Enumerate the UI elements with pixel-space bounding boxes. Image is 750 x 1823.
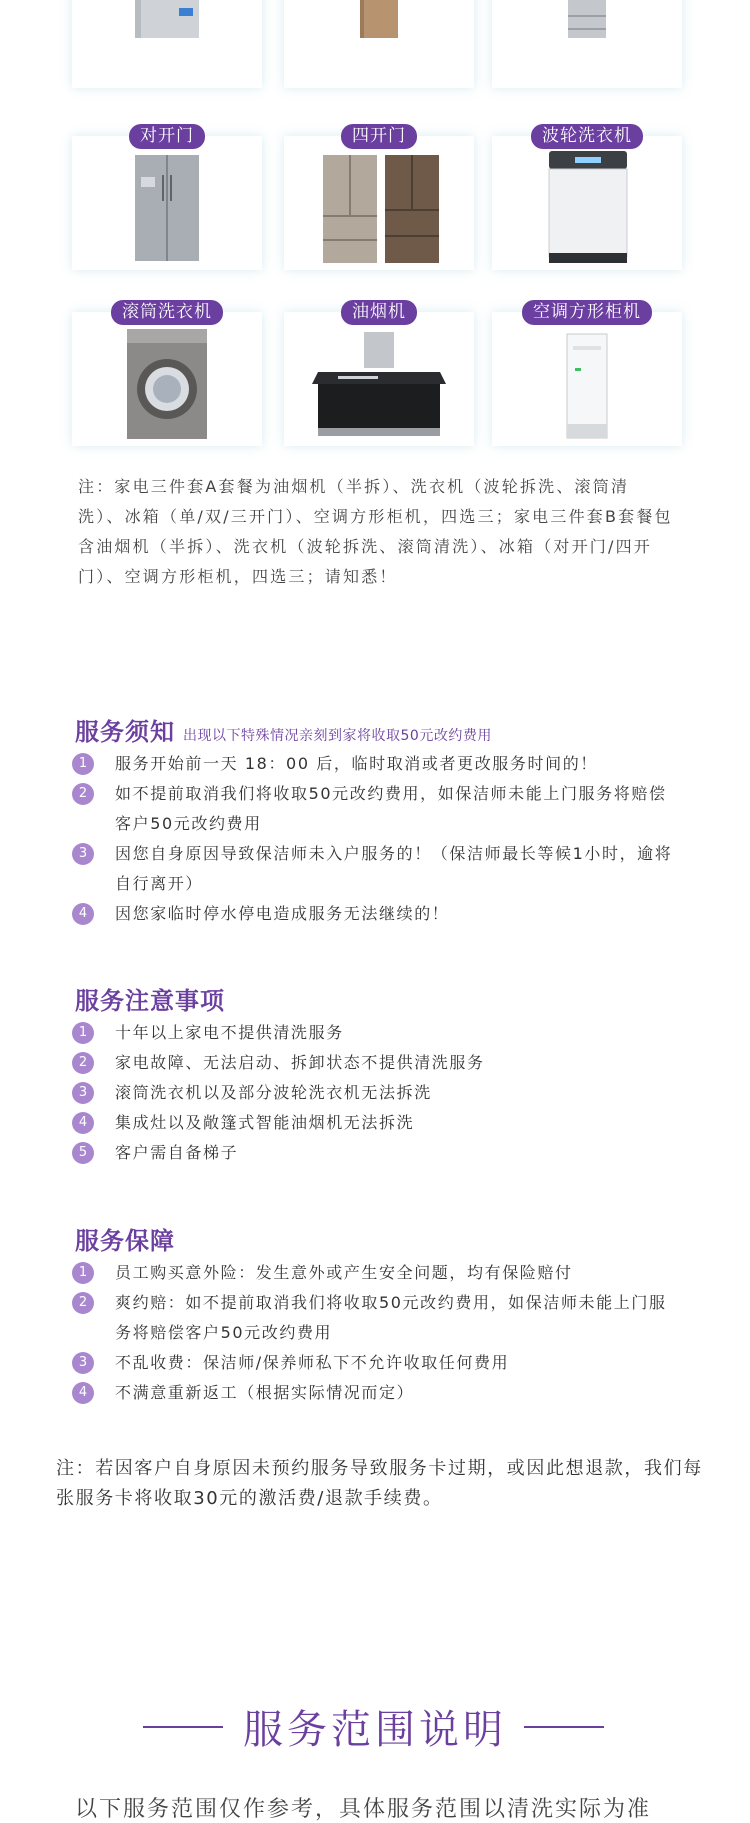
list-item-text: 滚筒洗衣机以及部分波轮洗衣机无法拆洗: [115, 1083, 432, 1102]
four-door-fridge-image: [321, 153, 441, 265]
three-door-fridge-image: [562, 0, 612, 40]
appliance-card-range-hood[interactable]: [284, 302, 474, 446]
cabinet-ac-badge: 空调方形柜机: [522, 300, 652, 325]
number-badge: 1: [72, 1022, 94, 1044]
range-hood-badge: 油烟机: [341, 300, 417, 325]
number-badge: 1: [72, 1262, 94, 1284]
drum-washer-image: [125, 327, 209, 442]
precautions-list: [72, 1018, 680, 1168]
list-item: [72, 899, 680, 929]
notice-subtitle: 出现以下特殊情况亲刻到家将收取50元改约费用: [183, 728, 492, 744]
list-item: [72, 1378, 680, 1408]
list-item: [72, 1018, 680, 1048]
list-item-text: 员工购买意外险：发生意外或产生安全问题，均有保险赔付: [115, 1263, 573, 1282]
list-item: [72, 1288, 680, 1348]
list-item-text: 如不提前取消我们将收取50元改约费用，如保洁师未能上门服务将赔偿客户50元改约费用: [115, 784, 667, 833]
list-item-text: 十年以上家电不提供清洗服务: [115, 1023, 344, 1042]
list-item-text: 因您家临时停水停电造成服务无法继续的！: [115, 904, 450, 923]
appliance-card-side-by-side-fridge[interactable]: [72, 126, 262, 270]
notice-section-title: [75, 712, 492, 747]
number-badge: 3: [72, 1082, 94, 1104]
appliance-card-four-door-fridge[interactable]: [284, 126, 474, 270]
side-by-side-fridge-image: [133, 153, 201, 263]
list-item-text: 因您自身原因导致保洁师未入户服务的！（保洁师最长等候1小时，逾将自行离开）: [115, 844, 673, 893]
four-door-badge: 四开门: [341, 124, 417, 149]
refund-note: 注：若因客户自身原因未预约服务导致服务卡过期，或因此想退款，我们每张服务卡将收取30元的激活费/退款手续费。: [56, 1458, 703, 1509]
list-item: [72, 1348, 680, 1378]
list-item: [72, 839, 680, 899]
appliance-card-cabinet-ac[interactable]: [492, 302, 682, 446]
scope-description-cut: 以下服务范围仅作参考，具体服务范围以清洗实际为准: [75, 1797, 652, 1822]
cabinet-ac-image: [565, 332, 609, 440]
guarantee-title: 服务保障: [75, 1227, 175, 1255]
range-hood-image: [308, 332, 450, 440]
notice-title: 服务须知: [75, 718, 175, 746]
list-item: [72, 1258, 680, 1288]
double-door-badge: 对开门: [129, 124, 205, 149]
number-badge: 4: [72, 1112, 94, 1134]
title-divider-right: [524, 1726, 604, 1728]
number-badge: 4: [72, 1382, 94, 1404]
list-item: [72, 1048, 680, 1078]
list-item-text: 不乱收费：保洁师/保养师私下不允许收取任何费用: [115, 1353, 510, 1372]
number-badge: 3: [72, 1352, 94, 1374]
single-door-fridge-image: [127, 0, 207, 40]
scope-title: 服务范围说明: [243, 1707, 507, 1753]
list-item: [72, 1078, 680, 1108]
list-item: [72, 1108, 680, 1138]
list-item-text: 爽约赔：如不提前取消我们将收取50元改约费用，如保洁师未能上门服务将赔偿客户50元改约费用: [115, 1293, 667, 1342]
appliance-card-drum-washer[interactable]: [72, 302, 262, 446]
guarantee-list: [72, 1258, 680, 1408]
notice-list: [72, 749, 680, 929]
list-item-text: 服务开始前一天 18：00 后，临时取消或者更改服务时间的！: [115, 754, 598, 773]
list-item-text: 家电故障、无法启动、拆卸状态不提供清洗服务: [115, 1053, 485, 1072]
list-item: [72, 749, 680, 779]
number-badge: 2: [72, 1052, 94, 1074]
number-badge: 3: [72, 843, 94, 865]
number-badge: 5: [72, 1142, 94, 1164]
appliance-card-single-door-fridge[interactable]: [72, 0, 262, 88]
number-badge: 4: [72, 903, 94, 925]
drum-washer-badge: 滚筒洗衣机: [111, 300, 223, 325]
list-item-text: 不满意重新返工（根据实际情况而定）: [115, 1383, 415, 1402]
list-item-text: 客户需自备梯子: [115, 1143, 239, 1162]
appliance-card-double-door-fridge[interactable]: [284, 0, 474, 88]
list-item: [72, 779, 680, 839]
list-item-text: 集成灶以及敞篷式智能油烟机无法拆洗: [115, 1113, 415, 1132]
number-badge: 1: [72, 753, 94, 775]
appliance-card-pulsator-washer[interactable]: [492, 126, 682, 270]
double-door-fridge-image: [354, 0, 404, 40]
appliance-card-three-door-fridge[interactable]: [492, 0, 682, 88]
pulsator-washer-image: [545, 149, 631, 265]
list-item: [72, 1138, 680, 1168]
number-badge: 2: [72, 1292, 94, 1314]
package-note: 注：家电三件套A套餐为油烟机（半拆）、洗衣机（波轮拆洗、滚筒清洗）、冰箱（单/双/三开门）、空调方形柜机，四选三；家电三件套B套餐包含油烟机（半拆）、洗衣机（波轮拆洗、滚筒清洗）、冰箱（对开门/四开门）、空调方形柜机，四选三；请知悉！: [78, 477, 673, 586]
pulsator-washer-badge: 波轮洗衣机: [531, 124, 643, 149]
number-badge: 2: [72, 783, 94, 805]
precautions-title: 服务注意事项: [75, 987, 225, 1015]
